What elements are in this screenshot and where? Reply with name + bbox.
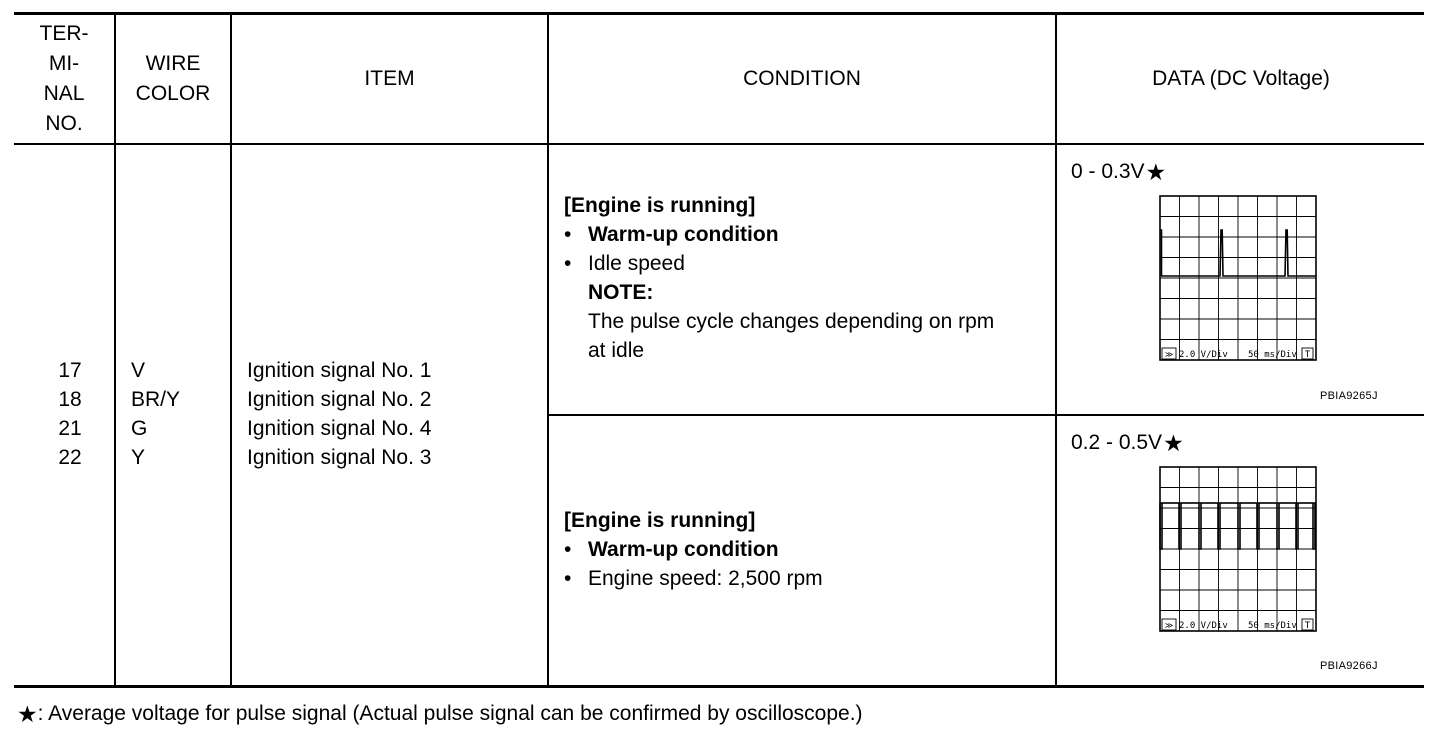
condition-2500rpm	[564, 506, 823, 593]
oscilloscope-waveform	[1150, 465, 1325, 647]
bullet-mark: •	[564, 538, 572, 561]
header-wire-line: COLOR	[135, 82, 211, 105]
item-list	[247, 356, 431, 472]
scope-trigger-icon: T	[1304, 350, 1311, 360]
scope-time-div: 50 ms/Div	[1248, 350, 1297, 360]
terminal-no: 18	[58, 388, 82, 411]
star-icon: ★	[1163, 430, 1184, 456]
voltage-text: 0.2 - 0.5V	[1071, 431, 1163, 454]
scope-mode-icon: ≫	[1164, 621, 1174, 630]
condition-heading: [Engine is running]	[564, 509, 756, 532]
note-text: The pulse cycle changes depending on rpm	[588, 310, 995, 333]
header-item	[232, 14, 547, 144]
condition-bullet-text: Engine speed: 2,500 rpm	[588, 567, 823, 590]
item-name: Ignition signal No. 2	[247, 388, 432, 411]
scope-volt-div: 2.0 V/Div	[1179, 621, 1228, 631]
header-condition-label: CONDITION	[743, 67, 861, 90]
header-wire-line: WIRE	[145, 52, 201, 75]
terminal-no: 21	[58, 417, 82, 440]
terminal-list	[30, 356, 110, 472]
wire-color: Y	[131, 446, 146, 469]
header-item-label: ITEM	[364, 67, 415, 90]
bullet-mark: •	[564, 567, 572, 590]
header-terminal-line: MI-	[48, 52, 80, 75]
scope-volt-div: 2.0 V/Div	[1179, 350, 1228, 360]
footnote	[16, 700, 863, 728]
scope-trigger-icon: T	[1304, 621, 1311, 631]
scope-time-div: 50 ms/Div	[1248, 621, 1297, 631]
figure-id: PBIA9265J	[1320, 390, 1378, 402]
bullet-mark: •	[564, 223, 572, 246]
condition-idle	[564, 191, 994, 365]
header-condition	[549, 14, 1055, 144]
header-terminal-line: NAL	[43, 82, 85, 105]
wire-color: G	[131, 417, 148, 440]
condition-bullet-text: Warm-up condition	[588, 538, 779, 561]
header-terminal-line: NO.	[45, 112, 83, 135]
header-terminal-no	[14, 14, 114, 144]
figure-id: PBIA9266J	[1320, 660, 1378, 672]
header-data	[1057, 14, 1425, 144]
wire-color: V	[131, 359, 146, 382]
condition-bullet	[564, 564, 823, 593]
oscilloscope-waveform	[1150, 194, 1325, 376]
condition-heading: [Engine is running]	[564, 194, 756, 217]
wire-color-list	[131, 356, 180, 472]
table-bottom-rule	[14, 685, 1424, 688]
item-name: Ignition signal No. 3	[247, 446, 432, 469]
header-data-label: DATA (DC Voltage)	[1152, 67, 1330, 90]
wire-color: BR/Y	[131, 388, 181, 411]
terminal-no: 22	[58, 446, 82, 469]
star-icon: ★	[17, 701, 38, 727]
header-wire-color	[116, 14, 230, 144]
item-name: Ignition signal No. 1	[247, 359, 432, 382]
condition-bullet-text: Idle speed	[588, 252, 685, 275]
voltage-value	[1071, 430, 1184, 456]
header-terminal-line: TER-	[39, 22, 89, 45]
footnote-text: : Average voltage for pulse signal (Actual pulse signal can be confirmed by oscilloscope.)	[37, 702, 863, 725]
star-icon: ★	[1145, 159, 1167, 185]
voltage-text: 0 - 0.3V	[1071, 160, 1145, 183]
scope-mode-icon: ≫	[1164, 350, 1174, 359]
note-label: NOTE:	[588, 281, 654, 304]
condition-bullet	[564, 535, 823, 564]
condition-bullet-text: Warm-up condition	[588, 223, 779, 246]
item-name: Ignition signal No. 4	[247, 417, 432, 440]
note-text: at idle	[588, 339, 645, 362]
row-divider	[548, 414, 1424, 416]
terminal-no: 17	[58, 359, 82, 382]
bullet-mark: •	[564, 252, 572, 275]
voltage-value	[1071, 159, 1166, 185]
condition-bullet	[564, 220, 994, 249]
condition-bullet	[564, 249, 994, 278]
